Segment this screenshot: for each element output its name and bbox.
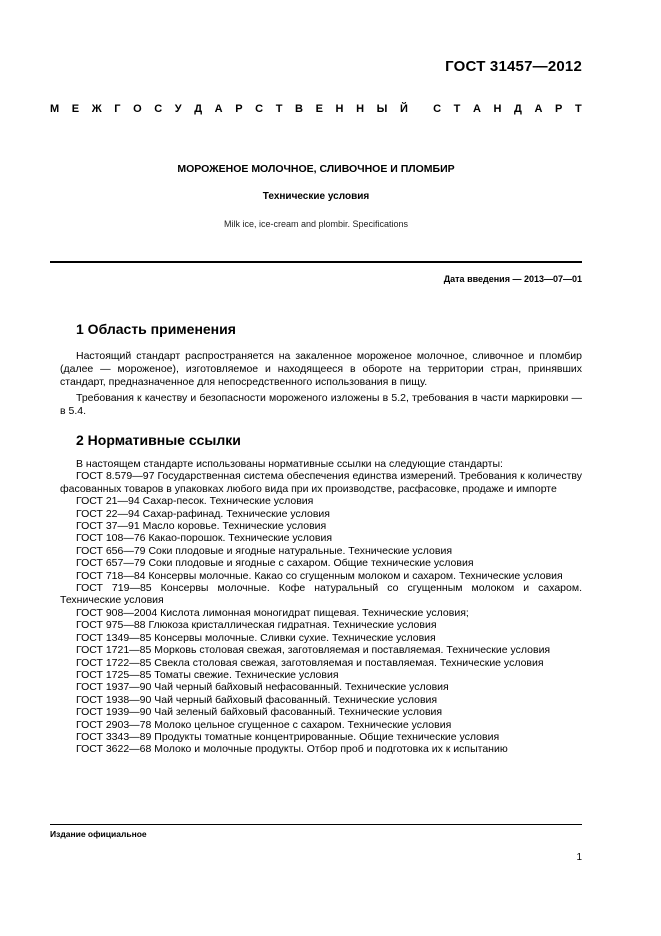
paragraph-text: Требования к качеству и безопасности мороженого изложены в 5.2, требования в части маркировки — в 5.4. <box>60 392 582 417</box>
banner-letter: С <box>255 103 264 115</box>
banner-letter: А <box>472 103 481 115</box>
reference-text: ГОСТ 908—2004 Кислота лимонная моногидрат пищевая. Технические условия; <box>76 606 469 619</box>
reference-item <box>60 731 582 743</box>
section-2-heading: 2 Нормативные ссылки <box>76 432 241 448</box>
reference-text: ГОСТ 3343—89 Продукты томатные концентрированные. Общие технические условия <box>76 730 500 743</box>
banner-letter: Н <box>335 103 344 115</box>
reference-item <box>60 470 582 495</box>
reference-item <box>60 582 582 607</box>
reference-text: ГОСТ 1349—85 Консервы молочные. Сливки сухие. Технические условия <box>76 631 436 644</box>
reference-text: ГОСТ 37—91 Масло коровье. Технические условия <box>76 520 327 533</box>
banner-letter: Г <box>114 103 121 115</box>
paragraph-text: Настоящий стандарт распространяется на закаленное мороженое молочное, сливочное и пломбир (далее — мороженое), изготовляемое и находящееся в обороте на территории стран, принявших стандарт, предназначенное для непосредственного использования в пищу. <box>60 350 582 388</box>
banner-letter: Ы <box>376 103 388 115</box>
reference-item <box>60 557 582 569</box>
banner-letter: Н <box>356 103 365 115</box>
reference-text: ГОСТ 108—76 Какао-порошок. Технические условия <box>76 532 333 545</box>
banner-letter: Р <box>235 103 243 115</box>
reference-text: ГОСТ 657—79 Соки плодовые и ягодные с сахаром. Общие технические условия <box>76 557 474 570</box>
reference-text: ГОСТ 656—79 Соки плодовые и ягодные натуральные. Технические условия <box>76 544 453 557</box>
reference-item <box>60 607 582 619</box>
reference-text: ГОСТ 8.579—97 Государственная система обеспечения единства измерений. Требования к количеству фасованных товаров в упаковках любого вида при их производстве, расфасовке, продаже и импорте <box>60 470 582 495</box>
normative-references-list <box>60 458 582 756</box>
reference-item <box>60 570 582 582</box>
reference-text: ГОСТ 1939—90 Чай зеленый байховый фасованный. Технические условия <box>76 706 443 719</box>
banner-letter: О <box>133 103 142 115</box>
page-number: 1 <box>576 852 582 863</box>
banner-letter: Р <box>555 103 563 115</box>
banner-letter: Ж <box>91 103 102 115</box>
banner-letter: Й <box>399 103 408 115</box>
banner-letter: Е <box>315 103 323 115</box>
section-1-heading: 1 Область применения <box>76 321 236 337</box>
reference-item <box>60 681 582 693</box>
banner-letter: У <box>174 103 182 115</box>
reference-text: ГОСТ 975—88 Глюкоза кристаллическая гидратная. Технические условия <box>76 619 437 632</box>
reference-text: ГОСТ 718—84 Консервы молочные. Какао со сгущенным молоком и сахаром. Технические условия <box>76 569 563 582</box>
document-subtitle: Технические условия <box>262 191 370 202</box>
banner-letter: Т <box>453 103 461 115</box>
banner-letter: Т <box>275 103 283 115</box>
section-1-paragraph-1 <box>60 350 582 389</box>
reference-item <box>60 694 582 706</box>
reference-text: ГОСТ 3622—68 Молоко и молочные продукты. Отбор проб и подготовка их к испытанию <box>76 743 508 756</box>
reference-item <box>60 657 582 669</box>
reference-text: ГОСТ 1725—85 Томаты свежие. Технические условия <box>76 668 339 681</box>
official-edition-label: Издание официальное <box>50 829 147 839</box>
references-intro-text: В настоящем стандарте использованы нормативные ссылки на следующие стандарты: <box>76 458 503 470</box>
banner-letter: Т <box>574 103 582 115</box>
reference-item <box>60 495 582 507</box>
references-intro <box>60 458 582 470</box>
banner-letter: Е <box>71 103 80 115</box>
reference-item <box>60 719 582 731</box>
footer-divider <box>50 824 582 825</box>
reference-text: ГОСТ 1721—85 Морковь столовая свежая, заготовляемая и поставляемая. Технические условия <box>76 644 551 657</box>
banner-letter: Н <box>493 103 502 115</box>
reference-item <box>60 508 582 520</box>
gost-number: ГОСТ 31457—2012 <box>445 58 582 75</box>
reference-text: ГОСТ 1938—90 Чай черный байховый фасованный. Технические условия <box>76 693 438 706</box>
banner-letter: А <box>534 103 543 115</box>
reference-item <box>60 706 582 718</box>
banner-letter: Д <box>514 103 522 115</box>
reference-text: ГОСТ 1937—90 Чай черный байховый нефасованный. Технические условия <box>76 681 449 694</box>
reference-item <box>60 743 582 755</box>
banner-letter: С <box>154 103 163 115</box>
reference-text: ГОСТ 2903—78 Молоко цельное сгущенное с сахаром. Технические условия <box>76 718 452 731</box>
reference-text: ГОСТ 719—85 Консервы молочные. Кофе натуральный со сгущенным молоком и сахаром. Технические условия <box>60 582 582 607</box>
reference-item <box>60 619 582 631</box>
reference-text: ГОСТ 21—94 Сахар-песок. Технические условия <box>76 495 314 508</box>
document-title: МОРОЖЕНОЕ МОЛОЧНОЕ, СЛИВОЧНОЕ И ПЛОМБИР <box>177 163 455 175</box>
section-1-paragraph-2 <box>60 392 582 418</box>
banner-letter: В <box>295 103 303 115</box>
introduction-date: Дата введения — 2013—07—01 <box>443 274 582 284</box>
reference-item <box>60 532 582 544</box>
banner-letter: А <box>214 103 223 115</box>
english-title: Milk ice, ice-cream and plombir. Specifications <box>223 219 409 229</box>
reference-item <box>60 669 582 681</box>
reference-text: ГОСТ 22—94 Сахар-рафинад. Технические условия <box>76 507 330 520</box>
reference-item <box>60 520 582 532</box>
reference-item <box>60 644 582 656</box>
banner-letter: М <box>50 103 60 115</box>
banner-letter: Д <box>194 103 203 115</box>
header-divider <box>50 261 582 263</box>
reference-item <box>60 545 582 557</box>
interstate-standard-banner <box>50 103 582 115</box>
reference-text: ГОСТ 1722—85 Свекла столовая свежая, заготовляемая и поставляемая. Технические условия <box>76 656 544 669</box>
banner-letter: С <box>433 103 442 115</box>
reference-item <box>60 632 582 644</box>
